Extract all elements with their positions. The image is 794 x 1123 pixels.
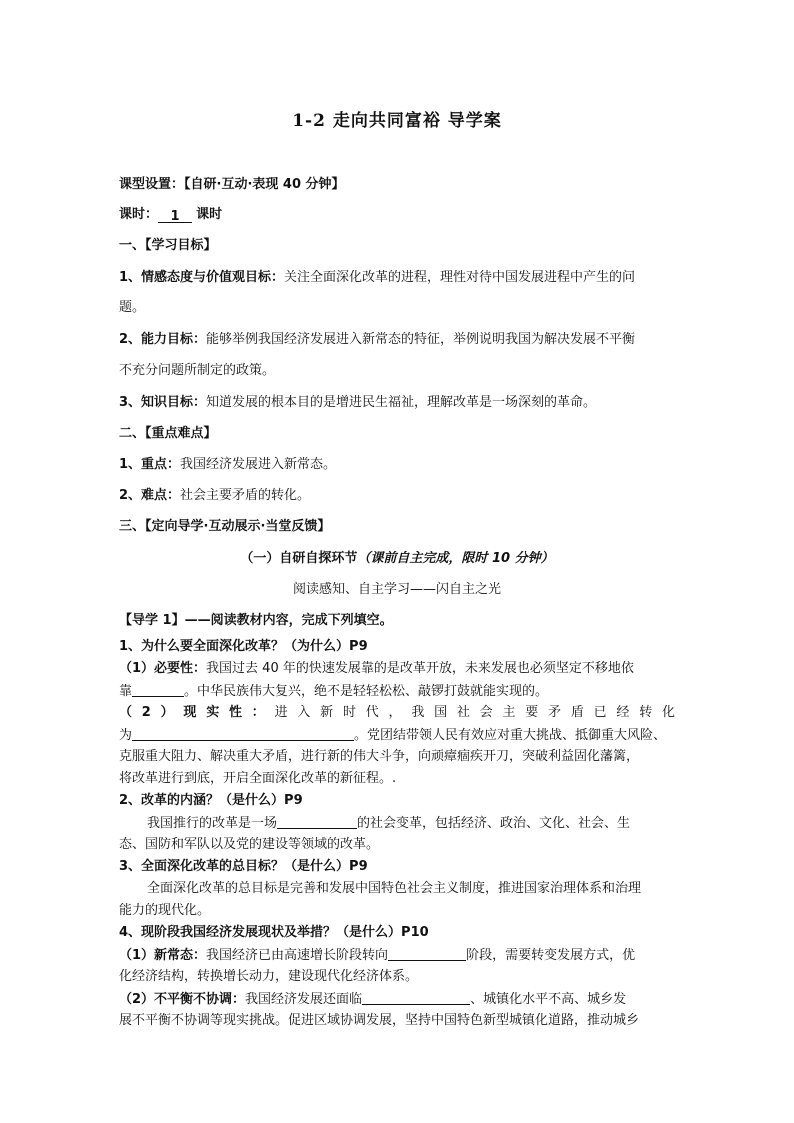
question-1a-text: 我国过去 40 年的快速发展靠的是改革开放，未来发展也必须坚定不移地依 [206, 661, 634, 676]
question-4a-line-1 [119, 946, 675, 965]
question-4a-suffix: 阶段，需要转变发展方式，优 [466, 948, 636, 963]
goal-1-text: 关注全面深化改革的进程，理性对待中国发展进程中产生的问 [284, 270, 636, 285]
key-point-1-label: 1、重点： [119, 457, 181, 472]
question-4b-prefix: 我国经济发展还面临 [245, 992, 363, 1007]
question-4b-label: （2）不平衡不协调： [119, 992, 246, 1007]
guide-1-line [119, 612, 675, 630]
goal-1-label: 1、情感态度与价值观目标： [119, 270, 285, 285]
fill-blank-5[interactable] [362, 990, 470, 1005]
key-point-1-text: 我国经济发展进入新常态。 [180, 457, 337, 472]
goal-1-line-2: 题。 [119, 300, 146, 315]
question-4a-label: （1）新常态： [119, 948, 207, 963]
section-heading-goals: 一、【学习目标】 [119, 238, 217, 253]
question-1b-line-3: 克服重大阻力、解决重大矛盾，进行新的伟大斗争，向顽瘴痼疾开刀，突破利益固化藩篱， [119, 749, 640, 764]
question-2-line-2: 态、国防和军队以及党的建设等领域的改革。 [119, 837, 380, 852]
course-type-line [119, 176, 675, 194]
goal-2-line-2: 不充分问题所制定的政策。 [119, 363, 276, 378]
question-4b-line-2: 展不平衡不协调等现实挑战。促进区域协调发展，坚持中国特色新型城镇化道路，推动城乡 [119, 1013, 640, 1028]
goal-2-line-1 [119, 331, 675, 349]
question-3-line-2: 能力的现代化。 [119, 903, 211, 918]
question-1a-prefix: 靠 [119, 684, 133, 699]
course-type-label: 课型设置： [119, 177, 185, 192]
section-heading-guided-learning: 三、【定向导学·互动展示·当堂反馈】 [119, 519, 331, 534]
question-2-prefix: 我国推行的改革是一场 [147, 816, 278, 831]
question-4a-prefix: 我国经济已由高速增长阶段转向 [206, 948, 389, 963]
goal-2-label: 2、能力目标： [119, 332, 207, 347]
fill-blank-1[interactable] [132, 682, 184, 697]
question-1b-prefix: 为 [119, 728, 133, 743]
subsection-motto: 阅读感知、自主学习——闪自主之光 [292, 582, 501, 597]
guide-1-text: ——阅读教材内容，完成下列填空。 [184, 613, 393, 628]
goal-3-text: 知道发展的根本目的是增进民生福祉，理解改革是一场深刻的革命。 [206, 395, 597, 410]
question-1: 1、为什么要全面深化改革？（为什么）P9 [119, 639, 368, 654]
question-1b-label: （2）现实性： [119, 705, 275, 720]
question-4a-line-2: 化经济结构，转换增长动力，建设现代化经济体系。 [119, 969, 419, 984]
question-2-line-1 [147, 814, 703, 833]
question-3: 3、全面深化改革的总目标？（是什么）P9 [119, 859, 368, 874]
question-4b-line-1 [119, 990, 675, 1009]
question-1b-line-4: 将改革进行到底，开启全面深化改革的新征程。. [119, 771, 397, 786]
goal-1-line-1 [119, 269, 675, 287]
course-type-value: 【自研·互动·表现 40 分钟】 [184, 177, 345, 192]
question-1a-suffix: 。中华民族伟大复兴，绝不是轻轻松松、敲锣打鼓就能实现的。 [184, 684, 549, 699]
fill-blank-3[interactable] [277, 814, 357, 829]
question-2-suffix: 的社会变革，包括经济、政治、文化、社会、生 [357, 816, 631, 831]
question-4: 4、现阶段我国经济发展现状及举措？（是什么）P10 [119, 925, 429, 940]
hours-suffix: 课时 [196, 207, 223, 222]
question-1a-line-1 [119, 660, 675, 678]
key-point-2-label: 2、难点： [119, 488, 181, 503]
key-point-2 [119, 487, 675, 505]
question-1a-line-2 [119, 682, 675, 701]
question-1b-suffix: 。党团结带领人民有效应对重大挑战、抵御重大风险、 [354, 728, 667, 743]
question-4b-suffix: 、城镇化水平不高、城乡发 [470, 992, 627, 1007]
goal-3-label: 3、知识目标： [119, 395, 207, 410]
goal-2-text: 能够举例我国经济发展进入新常态的特征，举例说明我国为解决发展不平衡 [206, 332, 636, 347]
hours-line [119, 206, 675, 224]
guide-1-label: 【导学 1】 [119, 613, 185, 628]
key-point-1 [119, 456, 675, 474]
question-1a-label: （1）必要性： [119, 661, 207, 676]
fill-blank-2[interactable] [132, 726, 354, 741]
hours-blank: 1 [158, 208, 192, 223]
question-1b-line-2 [119, 726, 675, 745]
question-3-line-1: 全面深化改革的总目标是完善和发展中国特色社会主义制度，推进国家治理体系和治理 [147, 881, 642, 896]
key-point-2-text: 社会主要矛盾的转化。 [180, 488, 311, 503]
section-heading-key-points: 二、【重点难点】 [119, 426, 217, 441]
question-2: 2、改革的内涵？（是什么）P9 [119, 793, 303, 808]
fill-blank-4[interactable] [388, 946, 466, 961]
subsection-title: （一）自研自探环节 [240, 551, 358, 566]
hours-label: 课时： [119, 207, 159, 222]
question-1b-text: 进入新时代，我国社会主要矛盾已经转化 [274, 705, 675, 720]
question-1b-line-1 [119, 704, 675, 722]
subsection-note: （课前自主完成，限时 10 分钟） [357, 551, 554, 566]
subsection-self-study [0, 550, 794, 568]
page-title: 1-2 走向共同富裕 导学案 [292, 111, 502, 131]
goal-3-line [119, 394, 675, 412]
